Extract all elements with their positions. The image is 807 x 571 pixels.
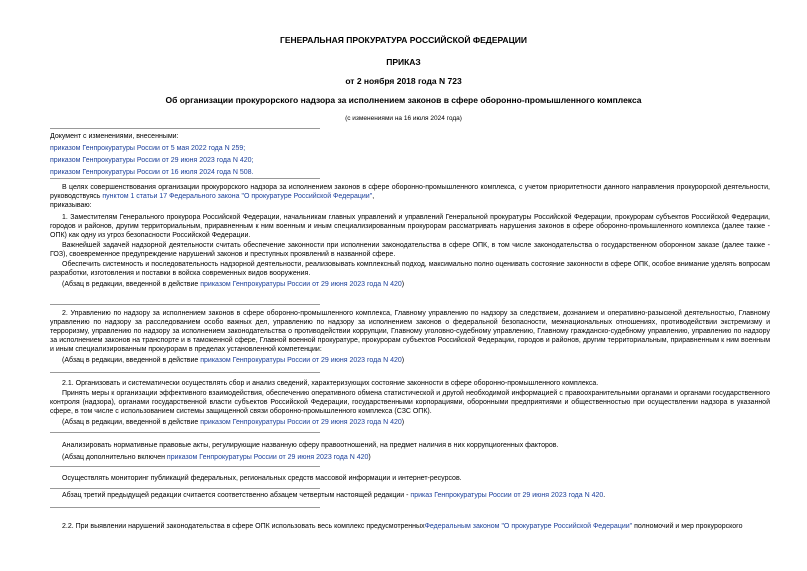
doc-type: ПРИКАЗ <box>386 57 421 67</box>
preamble: В целях совершенствования организации прокурорского надзора за исполнением законов в сфере оборонно-промышленного комплекса, с учетом приоритетности данного направления прокурорской деятельности, руководствуясь пунктом 1 статьи 17 Федерального закона "О прокуратуре Российской Федерации", приказываю: <box>50 184 770 209</box>
paragraph-1 <box>50 213 770 289</box>
divider <box>50 304 320 305</box>
org-name: ГЕНЕРАЛЬНАЯ ПРОКУРАТУРА РОССИЙСКОЙ ФЕДЕРАЦИИ <box>280 35 527 45</box>
doc-date-number: от 2 ноября 2018 года N 723 <box>345 76 462 86</box>
paragraph-2-1 <box>50 379 770 427</box>
p1-ensure: Обеспечить системность и последовательность надзорной деятельности, реализовывать комплексный подход, максимально полно оценивать состояние законности в сфере ОПК, особое внимание уделять вопросам разработки, изготовления и поставки в войска современных видов вооружения. <box>50 261 770 277</box>
change-link-2024[interactable]: приказом Генпрокуратуры России от 16 июля 2024 года N 508. <box>50 169 254 176</box>
previous-edition-note: Абзац третий предыдущей редакции считается соответственно абзацем четвертым настоящей редакции - приказ Генпрокуратуры России от 29 июня 2023 года N 420. <box>62 492 606 499</box>
order-word: приказываю: <box>50 202 92 209</box>
divider <box>50 432 320 433</box>
changes-list <box>50 132 770 177</box>
p21-note: (Абзац в редакции, введенной в действие приказом Генпрокуратуры России от 29 июня 2023 года N 420) <box>62 419 405 426</box>
divider <box>50 128 320 129</box>
doc-title: Об организации прокурорского надзора за исполнением законов в сфере оборонно-промышленного комплекса <box>165 95 642 105</box>
divider <box>50 507 320 508</box>
p22-law-link[interactable]: Федеральным законом "О прокуратуре Российской Федерации" <box>424 523 633 530</box>
divider <box>50 488 320 489</box>
p21-monitor: Осуществлять мониторинг публикаций федеральных, региональных средств массовой информации и интернет-ресурсов. <box>62 475 462 482</box>
monitor-paragraph <box>50 474 770 483</box>
divider <box>50 178 320 179</box>
paragraph-2-2: 2.2. При выявлении нарушений законодательства в сфере ОПК использовать весь комплекс предусмотренныхФедеральным законом "О прокуратуре Российской Федерации" полномочий и мер прокурорского <box>62 523 743 530</box>
changes-intro: Документ с изменениями, внесенными: <box>50 133 179 140</box>
p21-text: 2.1. Организовать и систематически осуществлять сбор и анализ сведений, характеризующих состояние законности в сфере оборонно-промышленного комплекса. <box>62 380 599 387</box>
p21-measures: Принять меры к организации эффективного взаимодействия, обеспечению оперативного обмена статистической и другой необходимой информацией с правоохранительными органами и органами государственного контроля (надзора), органами государственной власти субъектов Российской Федерации, государственными корпорациями, оборонными предприятиями и общественностью при осуществлении надзора в указанной сфере, в том числе с использованием системы защищенной связи оборонно-промышленного комплекса (СЗС ОПК). <box>50 390 770 415</box>
p1-note: (Абзац в редакции, введенной в действие приказом Генпрокуратуры России от 29 июня 2023 года N 420) <box>62 281 405 288</box>
p2-note: (Абзац в редакции, введенной в действие приказом Генпрокуратуры России от 29 июня 2023 года N 420) <box>62 357 405 364</box>
change-link-2023[interactable]: приказом Генпрокуратуры России от 29 июня 2023 года N 420; <box>50 157 254 164</box>
p21-added-link[interactable]: приказом Генпрокуратуры России от 29 июня 2023 года N 420 <box>166 454 369 461</box>
p21-added-note: (Абзац дополнительно включен приказом Генпрокуратуры России от 29 июня 2023 года N 420) <box>62 454 371 461</box>
revision-note: (с изменениями на 16 июля 2024 года) <box>345 115 462 122</box>
p21-analyze: Анализировать нормативные правовые акты, регулирующие названную сферу правоотношений, на предмет наличия в них коррупциогенных факторов. <box>62 442 559 449</box>
paragraph-2 <box>50 309 770 365</box>
law-link[interactable]: пунктом 1 статьи 17 Федерального закона "О прокуратуре Российской Федерации" <box>102 193 373 200</box>
p22-text: 2.2. При выявлении нарушений законодательства в сфере ОПК использовать весь комплекс предусмотренных <box>62 523 425 530</box>
divider <box>50 466 320 467</box>
p1-text: 1. Заместителям Генерального прокурора Российской Федерации, начальникам главных управлений и управлений Генеральной прокуратуры Российской Федерации, прокурорам субъектов Российской Федерации, городов и районов, другим территориальным, приравненным к ним военным и иным специализированным прокурорам рассматривать нарушения законов в сфере оборонно-промышленного комплекса (далее также - ОПК) как одну из угроз безопасности Российской Федерации. <box>50 214 770 239</box>
p2-note-link[interactable]: приказом Генпрокуратуры России от 29 июня 2023 года N 420 <box>200 357 402 364</box>
p1-task: Важнейшей задачей надзорной деятельности считать обеспечение законности при исполнении законодательства в сфере ОПК, в том числе законодательства о государственном оборонном заказе (далее также - ГОЗ), своевременное предупреждение нарушений законов и преступных проявлений в названной сфере. <box>50 242 770 258</box>
divider <box>50 372 320 373</box>
prev-edition-link[interactable]: приказ Генпрокуратуры России от 29 июня 2023 года N 420 <box>410 492 604 499</box>
p2-text: 2. Управлению по надзору за исполнением законов в сфере оборонно-промышленного комплекса, Главному управлению по надзору за следствием, дознанием и оперативно-разыскной деятельностью, Главному управлению по надзору за расследованием особо важных дел, управлению по надзору за исполнением законов о федеральной безопасности, межнациональных отношениях, противодействии экстремизму и терроризму, управлению по надзору за исполнением законодательства о противодействии коррупции, Главному уголовно-судебному управлению, Главному гражданско-судебному управлению, управлению по надзору за исполнением законов на транспорте и в таможенной сфере, Главной военной прокуратуре, прокурорам субъектов Российской Федерации, городов и районов, другим территориальным, приравненным к ним военным и иным специализированным прокурорам в пределах установленной компетенции: <box>50 310 770 353</box>
analyze-paragraph <box>50 441 770 462</box>
p21-note-link[interactable]: приказом Генпрокуратуры России от 29 июня 2023 года N 420 <box>200 419 402 426</box>
change-link-2022[interactable]: приказом Генпрокуратуры России от 5 мая 2022 года N 259; <box>50 145 246 152</box>
p1-note-link[interactable]: приказом Генпрокуратуры России от 29 июня 2023 года N 420 <box>200 281 402 288</box>
preamble-text: В целях совершенствования организации прокурорского надзора за исполнением законов в сфере оборонно-промышленного комплекса, с учетом приоритетности данного направления прокурорской деятельности, руководствуясь <box>50 184 770 200</box>
